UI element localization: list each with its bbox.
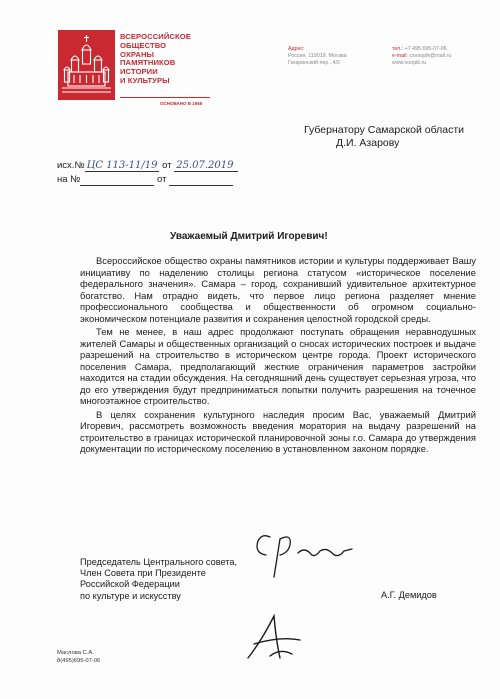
- incoming-number-line: [57, 174, 233, 186]
- signatory-title-line: Российской Федерации: [80, 579, 180, 590]
- incoming-label: на №: [57, 174, 81, 185]
- website: www.voopik.ru: [392, 60, 427, 66]
- address-line: Россия, 119019, Москва: [288, 53, 347, 59]
- outgoing-number: ЦС 113-11/19: [86, 160, 158, 171]
- letter-body: [80, 255, 476, 457]
- contact-block: [392, 46, 451, 67]
- executor-block: [57, 650, 100, 665]
- outgoing-number-line: [57, 160, 238, 172]
- incoming-date-blank: [169, 174, 233, 186]
- org-name-line: ИСТОРИИ: [120, 67, 158, 77]
- phone-number: +7 495 695-07-06: [404, 46, 447, 52]
- salutation: Уважаемый Дмитрий Игоревич!: [170, 231, 328, 242]
- executor-phone: 8(495)695-07-06: [57, 657, 101, 664]
- address-block: [288, 46, 347, 67]
- addressee-name: Д.И. Азарову: [336, 136, 400, 149]
- signature-flourish-icon: [240, 610, 310, 665]
- phone-label: тел.:: [392, 46, 404, 52]
- incoming-number-blank: [80, 174, 154, 186]
- org-name-line: ВСЕРОССИЙСКОЕ: [120, 32, 191, 41]
- body-paragraph: Всероссийское общество охраны памятников истории и культуры поддерживает Вашу инициативу по наделению столицы региона статусом «историческое поселение федерального значения». Самара – город, сохранивший удивительное архитектурное богатство. Нам отрадно видеть, что первое лицо региона разделяет мнение профессионального сообщества и общественности об огромном социально-экономическом потенциале развития и сохранения целостной городской среды.: [80, 255, 476, 324]
- body-paragraph: Тем не менее, в наш адрес продолжают поступать обращения неравнодушных жителей Самары и общественных организаций о сносах исторических построек и выдаче разрешений на строительство в историческом центре города. Проект исторического поселения Самара, предполагающий жесткие ограничения параметров застройки находится на стадии обсуждения. На сегодняшний день существует серьезная угроза, что до его утверждения будут предприниматься попытки получить разрешения на точечное многоэтажное строительство.: [80, 326, 476, 406]
- email-address: csvoopik@mail.ru: [409, 53, 452, 59]
- signatory-title-line: Председатель Центрального совета,: [80, 557, 238, 567]
- cathedral-logo-icon: [58, 30, 115, 100]
- signatory-title: [80, 557, 237, 602]
- signatory-title-line: по культуре и искусству: [80, 590, 181, 601]
- address-line: Гагаринский пер., 4/2: [288, 60, 341, 66]
- executor-name: Маслова С.А.: [57, 650, 94, 656]
- org-name-line: ОБЩЕСТВО: [120, 40, 167, 50]
- addressee-block: [304, 124, 464, 149]
- outgoing-date: 25.07.2019: [174, 160, 238, 172]
- organization-name: [120, 33, 191, 86]
- email-line: [392, 53, 451, 60]
- body-paragraph: В целях сохранения культурного наследия просим Вас, уважаемый Дмитрий Игоревич, рассмотреть возможность введения моратория на выдачу разрешений на строительство в границах исторической планировочной зоны г.о. Самара до утверждения документации по историческому поселению в установленном законом порядке.: [80, 408, 476, 454]
- signatory-title-line: Член Совета при Президенте: [80, 568, 206, 579]
- incoming-date-label: от: [157, 174, 167, 185]
- email-label: e-mail:: [392, 53, 408, 59]
- outgoing-date-label: от: [162, 160, 172, 171]
- org-name-line: И КУЛЬТУРЫ: [120, 75, 170, 85]
- phone-line: [392, 46, 451, 53]
- org-name-line: ПАМЯТНИКОВ: [120, 58, 176, 68]
- address-label: Адрес:: [288, 46, 305, 52]
- signatory-name: А.Г. Демидов: [381, 590, 437, 600]
- founded-caption: ОСНОВАНО В 1966: [160, 101, 203, 106]
- handwritten-signature-icon: [240, 525, 370, 585]
- addressee-position: Губернатору Самарской области: [304, 124, 465, 136]
- letterhead-divider: [120, 97, 210, 98]
- org-name-line: ОХРАНЫ: [120, 49, 155, 59]
- outgoing-label: исх.№: [57, 160, 85, 171]
- organization-logo: [58, 30, 115, 100]
